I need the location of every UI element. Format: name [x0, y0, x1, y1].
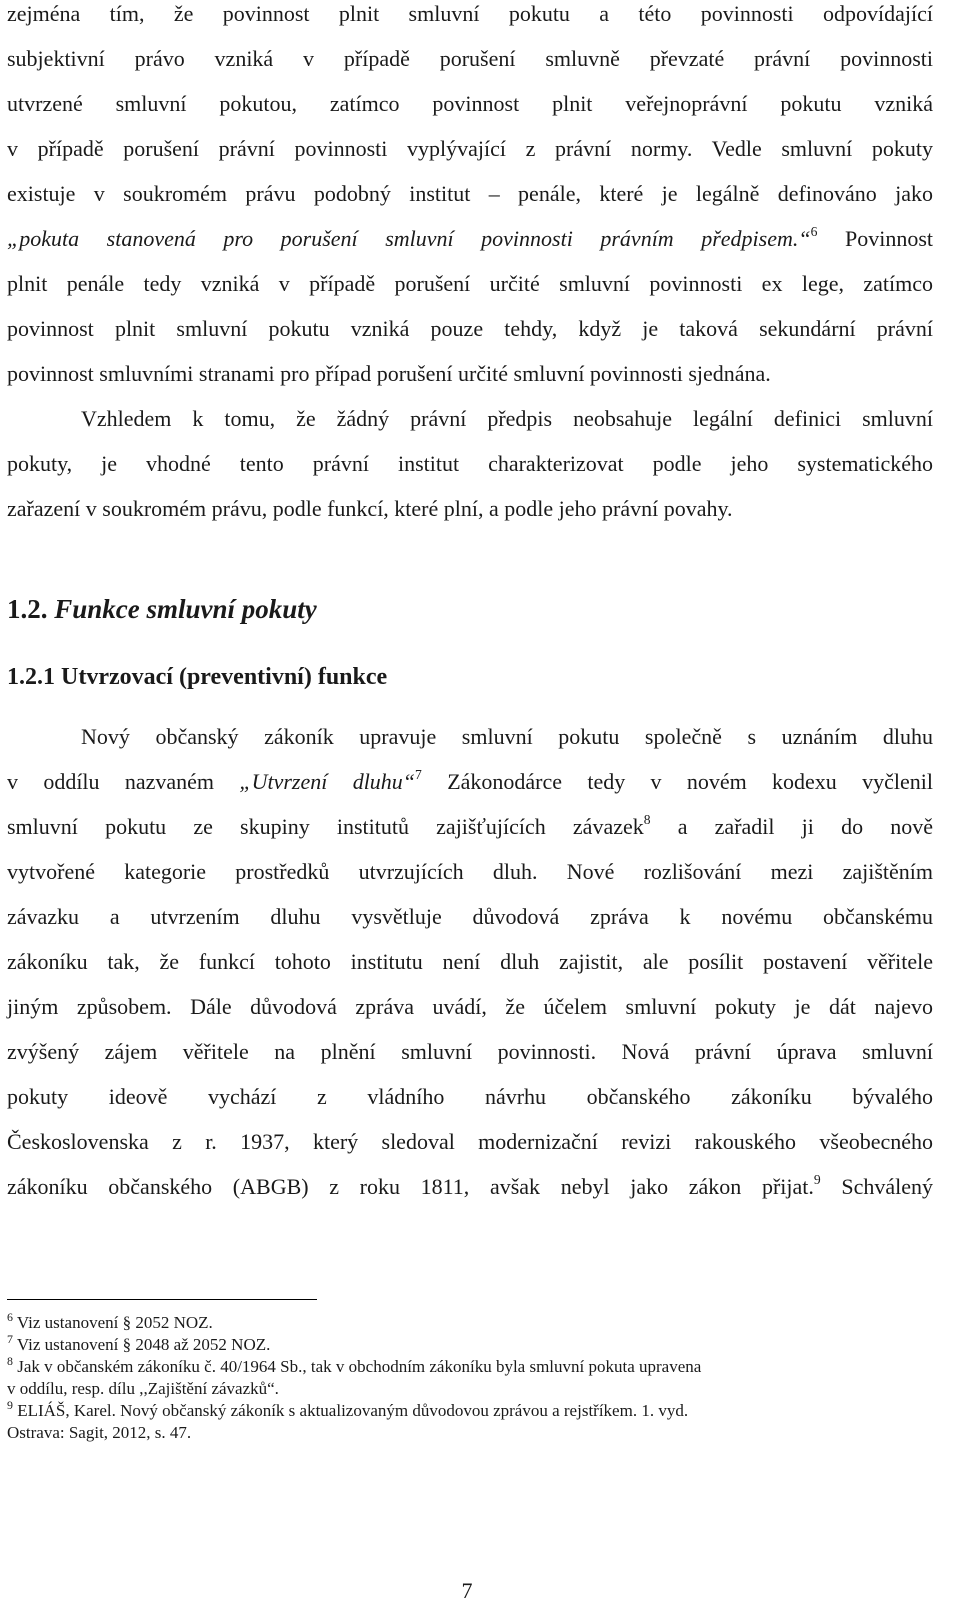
footnote-number: 9: [7, 1397, 13, 1412]
text-line: [7, 225, 933, 253]
footnote-text: Jak v občanském zákoníku č. 40/1964 Sb., tak v obchodním zákoníku byla smluvní pokuta upravena: [17, 1357, 702, 1376]
text-line: vytvořené kategorie prostředků utvrzujících dluh. Nové rozlišování mezi zajištěním: [7, 859, 933, 884]
page-number: 7: [461, 1578, 473, 1603]
text-fragment: Schválený: [841, 1174, 933, 1199]
text-line: zákoníku tak, že funkcí tohoto institutu není dluh zajistit, ale posílit postavení věřitele: [7, 949, 933, 974]
legal-definition-quote: „pokuta stanovená pro porušení smluvní povinnosti právním předpisem.“: [7, 226, 811, 251]
section-number: 1.2.: [7, 594, 48, 624]
text-line: povinnost plnit smluvní pokutu vzniká pouze tehdy, když je taková sekundární právní: [7, 316, 933, 341]
text-line: jiným způsobem. Dále důvodová zpráva uvádí, že účelem smluvní pokuty je dát najevo: [7, 994, 933, 1019]
text-line: [7, 768, 933, 796]
footnote-continuation: Ostrava: Sagit, 2012, s. 47.: [7, 1423, 192, 1442]
footnote-text: ELIÁŠ, Karel. Nový občanský zákoník s aktualizovaným důvodovou zprávou a rejstříkem. 1. vyd.: [17, 1401, 689, 1420]
subsection-heading: 1.2.1 Utvrzovací (preventivní) funkce: [7, 664, 388, 690]
section-title: Funkce smluvní pokuty: [54, 594, 317, 624]
footnote-ref: 9: [813, 1171, 821, 1187]
footnote-ref: 6: [810, 223, 818, 239]
text-line: zvýšený zájem věřitele na plnění smluvní povinnosti. Nová právní úprava smluvní: [7, 1039, 933, 1064]
footnote-text: Viz ustanovení § 2048 až 2052 NOZ.: [16, 1335, 271, 1354]
footnote-text: Viz ustanovení § 2052 NOZ.: [16, 1313, 213, 1332]
footnote-ref: 7: [415, 766, 422, 782]
footnote: [7, 1397, 933, 1421]
text-fragment: a zařadil ji do nově: [677, 814, 933, 839]
quoted-title: „Utvrzení dluhu“: [239, 769, 416, 794]
text-fragment: zákoníku občanského (ABGB) z roku 1811, avšak nebyl jako zákon přijat.: [7, 1174, 814, 1199]
text-line: pokuty ideově vychází z vládního návrhu občanského zákoníku bývalého: [7, 1084, 933, 1109]
text-line: existuje v soukromém právu podobný institut – penále, které je legálně definováno jako: [7, 181, 933, 206]
footnote-number: 8: [7, 1353, 13, 1368]
footnote-number: 6: [7, 1309, 13, 1324]
text-line: [7, 1173, 933, 1201]
text-line: Vzhledem k tomu, že žádný právní předpis neobsahuje legální definici smluvní: [81, 406, 933, 431]
footnote: [7, 1331, 933, 1355]
text-line: subjektivní právo vzniká v případě porušení smluvně převzaté právní povinnosti: [7, 46, 933, 71]
text-fragment: Zákonodárce tedy v novém kodexu vyčlenil: [447, 769, 933, 794]
footnote-separator: [7, 1299, 317, 1300]
text-line: zařazení v soukromém právu, podle funkcí, které plní, a podle jeho právní povahy.: [7, 496, 733, 521]
text-line: plnit penále tedy vzniká v případě porušení určité smluvní povinnosti ex lege, zatímco: [7, 271, 933, 296]
text-fragment: v oddílu nazvaném: [7, 769, 215, 794]
text-line: pokuty, je vhodné tento právní institut charakterizovat podle jeho systematického: [7, 451, 933, 476]
text-line: v případě porušení právní povinnosti vyplývající z právní normy. Vedle smluvní pokuty: [7, 136, 933, 161]
footnote: [7, 1353, 933, 1377]
text-fragment: smluvní pokutu ze skupiny institutů zajišťujících závazek: [7, 814, 644, 839]
text-line: utvrzené smluvní pokutou, zatímco povinnost plnit veřejnoprávní pokutu vzniká: [7, 91, 933, 116]
footnote-continuation: v oddílu, resp. dílu ,,Zajištění závazků“.: [7, 1379, 279, 1398]
text-line: Nový občanský zákoník upravuje smluvní pokutu společně s uznáním dluhu: [81, 724, 933, 749]
footnote: [7, 1309, 933, 1333]
text-line: Československa z r. 1937, který sledoval modernizační revizi rakouského všeobecného: [7, 1129, 933, 1154]
text-fragment: Povinnost: [844, 226, 933, 251]
text-line: závazku a utvrzením dluhu vysvětluje důvodová zpráva k novému občanskému: [7, 904, 933, 929]
footnote-number: 7: [7, 1331, 13, 1346]
text-line: zejména tím, že povinnost plnit smluvní pokutu a této povinnosti odpovídající: [7, 1, 933, 26]
footnote-ref: 8: [643, 811, 651, 827]
text-line: [7, 813, 933, 841]
text-line: povinnost smluvními stranami pro případ porušení určité smluvní povinnosti sjednána.: [7, 361, 771, 386]
section-heading: [7, 595, 933, 623]
